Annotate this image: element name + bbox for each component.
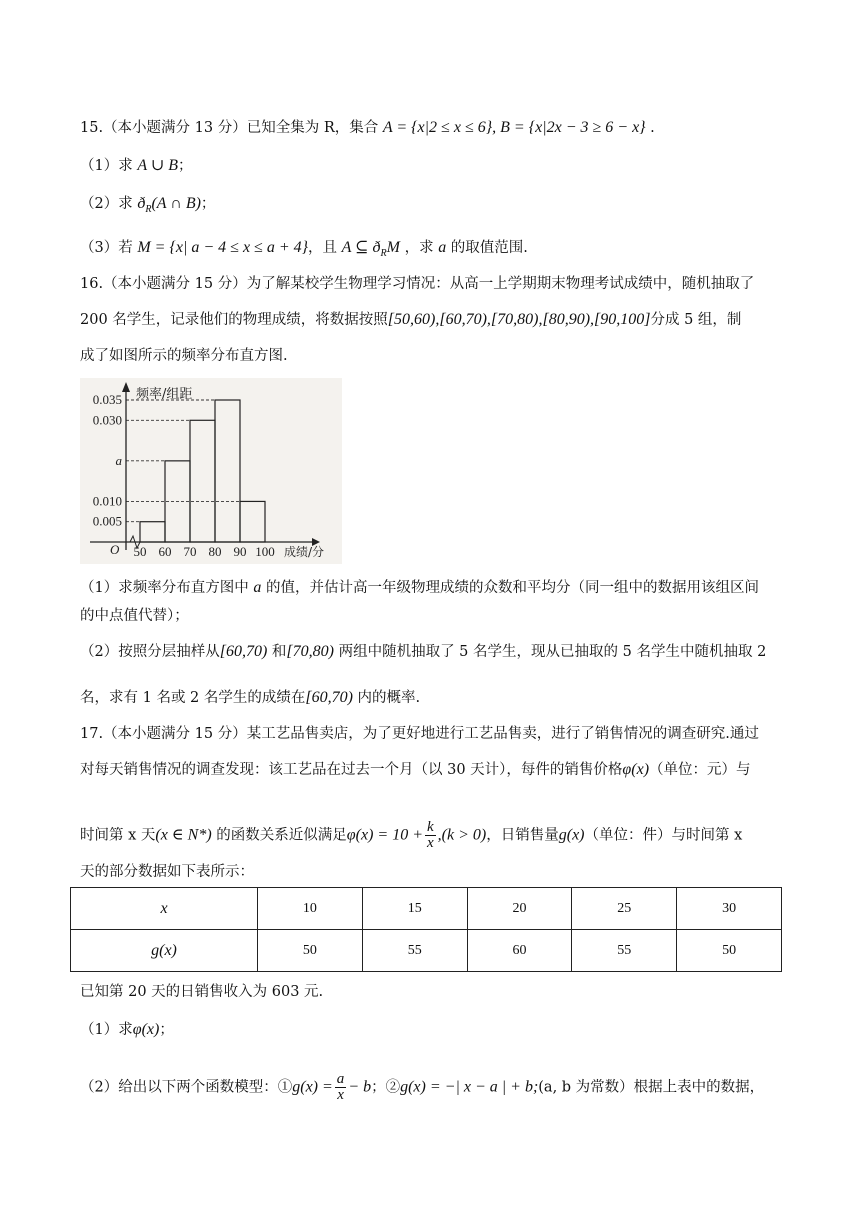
q17-line4: 天的部分数据如下表所示： bbox=[80, 864, 254, 880]
table-row-header-x: x bbox=[71, 888, 258, 930]
q15-part3-subset: A ⊆ ð bbox=[341, 239, 381, 256]
q17-model2: g(x) = −| x − a | + b; bbox=[400, 1078, 539, 1096]
q17-part1 bbox=[80, 1020, 174, 1040]
table-cell: 20 bbox=[467, 888, 572, 930]
origin-label: O bbox=[110, 542, 120, 557]
q16-part2-cont-text: 名，求有 1 名或 2 名学生的成绩在 bbox=[80, 690, 306, 706]
q15-part2-end: ； bbox=[200, 196, 216, 212]
q17-model1-tail: − b bbox=[348, 1078, 372, 1096]
x-tick-label: 70 bbox=[183, 544, 197, 559]
q15-stem bbox=[80, 118, 655, 138]
x-tick-label: 50 bbox=[133, 544, 147, 559]
table-cell: 15 bbox=[362, 888, 467, 930]
q15-stem-end: . bbox=[645, 120, 655, 136]
q17-sales-function: g(x) bbox=[558, 826, 585, 844]
q17-model1-denominator: x bbox=[337, 1087, 344, 1103]
table-cell: 60 bbox=[467, 930, 572, 972]
q17-part1-end: ； bbox=[159, 1022, 174, 1038]
q17-price-formula: φ(x) = 10 + bbox=[346, 826, 423, 844]
q17-price-function: φ(x) bbox=[622, 761, 650, 778]
q15-part1-end: ； bbox=[178, 158, 193, 174]
q17-part2-sep: ；② bbox=[371, 1079, 401, 1096]
q16-part1 bbox=[80, 578, 759, 598]
q16-part2-text: 两组中随机抽取了 5 名学生，现从已抽取的 5 名学生中随机抽取 2 bbox=[333, 644, 767, 660]
x-axis-label: 成绩/分 bbox=[284, 545, 325, 559]
q17-model1-fraction bbox=[335, 1072, 347, 1103]
q15-part2 bbox=[80, 194, 215, 220]
q17-k-condition: ,(k > 0) bbox=[437, 826, 487, 844]
y-tick-label: 0.035 bbox=[92, 392, 122, 407]
q15-part2-sub: R bbox=[145, 203, 152, 215]
q15-part1-math: A ∪ B bbox=[137, 157, 179, 174]
q17-line2-text: 对每天销售情况的调查发现：该工艺品在过去一个月（以 30 天计），每件的销售价格 bbox=[80, 762, 623, 778]
q17-line3-text: 时间第 x 天 bbox=[80, 827, 156, 844]
y-axis-label: 频率/组距 bbox=[136, 387, 193, 402]
table-cell: 10 bbox=[258, 888, 363, 930]
q16-line2-text: 200 名学生，记录他们的物理成绩，将数据按照 bbox=[80, 312, 388, 328]
q15-part1 bbox=[80, 156, 193, 176]
q15-part1-label: （1）求 bbox=[80, 158, 138, 174]
q16-part2-cont bbox=[80, 688, 420, 708]
sales-data-table bbox=[70, 887, 782, 972]
q17-part2-end: (a, b 为常数）根据上表中的数据， bbox=[538, 1079, 765, 1096]
y-tick-label: 0.030 bbox=[92, 412, 122, 428]
x-tick-label: 60 bbox=[158, 544, 172, 559]
q17-part2-label: （2）给出以下两个函数模型：① bbox=[80, 1079, 293, 1096]
q15-part3-sub: R bbox=[380, 247, 387, 259]
q17-line1: 17.（本小题满分 15 分）某工艺品售卖店，为了更好地进行工艺品售卖，进行了销售情况的调查研究.通过 bbox=[80, 726, 759, 742]
q17-line3-end: （单位：件）与时间第 x bbox=[584, 827, 743, 844]
q16-part1-var: a bbox=[253, 579, 262, 596]
table-cell: 50 bbox=[258, 930, 363, 972]
x-tick-label: 100 bbox=[255, 544, 275, 559]
q17-part1-math: φ(x) bbox=[132, 1021, 160, 1038]
x-tick-label: 90 bbox=[233, 544, 247, 559]
q17-price-fraction bbox=[425, 820, 436, 851]
q17-model1-numerator: a bbox=[336, 1071, 345, 1087]
q17-line3 bbox=[80, 820, 742, 851]
table-cell: 55 bbox=[572, 930, 677, 972]
q15-part3-set: M = {x| a − 4 ≤ x ≤ a + 4} bbox=[137, 239, 309, 256]
y-tick-label: 0.005 bbox=[92, 513, 122, 529]
q16-part1-text: 的值，并估计高一年级物理成绩的众数和平均分（同一组中的数据用该组区间 bbox=[261, 580, 759, 596]
table-cell: 30 bbox=[677, 888, 782, 930]
q16-part2-label: （2）按照分层抽样从 bbox=[80, 644, 220, 660]
q15-part3-end: 的取值范围. bbox=[446, 240, 528, 256]
q16-part2-interval2: [70,80) bbox=[286, 643, 334, 660]
q17-part2 bbox=[80, 1072, 764, 1103]
q16-part2-interval3: [60,70) bbox=[305, 689, 353, 706]
y-tick-label: a bbox=[115, 452, 122, 468]
q16-line2 bbox=[80, 310, 741, 330]
y-tick-label: 0.010 bbox=[92, 493, 122, 509]
q15-part3 bbox=[80, 238, 528, 264]
q15-set-expression: A = {x|2 ≤ x ≤ 6}, B = {x|2x − 3 ≥ 6 − x} bbox=[382, 119, 646, 136]
q16-intervals: [50,60),[60,70),[70,80),[80,90),[90,100] bbox=[387, 311, 651, 328]
table-row-header-g: g(x) bbox=[71, 930, 258, 972]
q16-line1: 16.（本小题满分 15 分）为了解某校学生物理学习情况：从高一上学期期末物理考试成绩中，随机抽取了 bbox=[80, 276, 755, 292]
q16-part2-end: 内的概率. bbox=[352, 690, 421, 706]
q16-part2 bbox=[80, 642, 766, 662]
q15-part3-m: M bbox=[386, 239, 400, 256]
table-row bbox=[71, 930, 782, 972]
q15-part2-label: （2）求 bbox=[80, 196, 138, 212]
q17-fraction-numerator: k bbox=[427, 819, 434, 835]
table-row bbox=[71, 888, 782, 930]
q17-part1-label: （1）求 bbox=[80, 1022, 133, 1038]
q16-part2-and: 和 bbox=[267, 644, 287, 660]
q15-part2-math: (A ∩ B) bbox=[151, 195, 201, 212]
x-tick-label: 80 bbox=[208, 544, 222, 559]
q15-part3-text2: ，求 bbox=[399, 240, 439, 256]
frequency-histogram bbox=[80, 378, 342, 564]
q15-part3-label: （3）若 bbox=[80, 240, 138, 256]
q15-part3-var: a bbox=[438, 239, 447, 256]
q16-line3: 成了如图所示的频率分布直方图. bbox=[80, 348, 288, 364]
q17-line3-text2: 的函数关系近似满足 bbox=[211, 827, 347, 844]
q15-stem-text: 15.（本小题满分 13 分）已知全集为 R，集合 bbox=[80, 120, 383, 136]
q17-domain: (x ∈ N*) bbox=[155, 826, 212, 844]
q16-part2-interval1: [60,70) bbox=[219, 643, 268, 660]
table-cell: 50 bbox=[677, 930, 782, 972]
q16-part1-cont: 的中点值代替）； bbox=[80, 608, 189, 624]
table-cell: 55 bbox=[362, 930, 467, 972]
q15-part3-text: ，且 bbox=[308, 240, 342, 256]
q17-model1: g(x) = bbox=[292, 1078, 333, 1096]
q16-line2-end: 分成 5 组，制 bbox=[650, 312, 742, 328]
q17-line3-text3: ，日销售量 bbox=[486, 827, 559, 844]
q17-line5: 已知第 20 天的日销售收入为 603 元. bbox=[80, 984, 324, 1000]
q17-line2-end: （单位：元）与 bbox=[649, 762, 751, 778]
q17-line2 bbox=[80, 760, 751, 780]
q17-fraction-denominator: x bbox=[427, 835, 434, 851]
q16-part1-label: （1）求频率分布直方图中 bbox=[80, 580, 254, 596]
table-cell: 25 bbox=[572, 888, 677, 930]
q15-part2-complement: ð bbox=[137, 195, 146, 212]
